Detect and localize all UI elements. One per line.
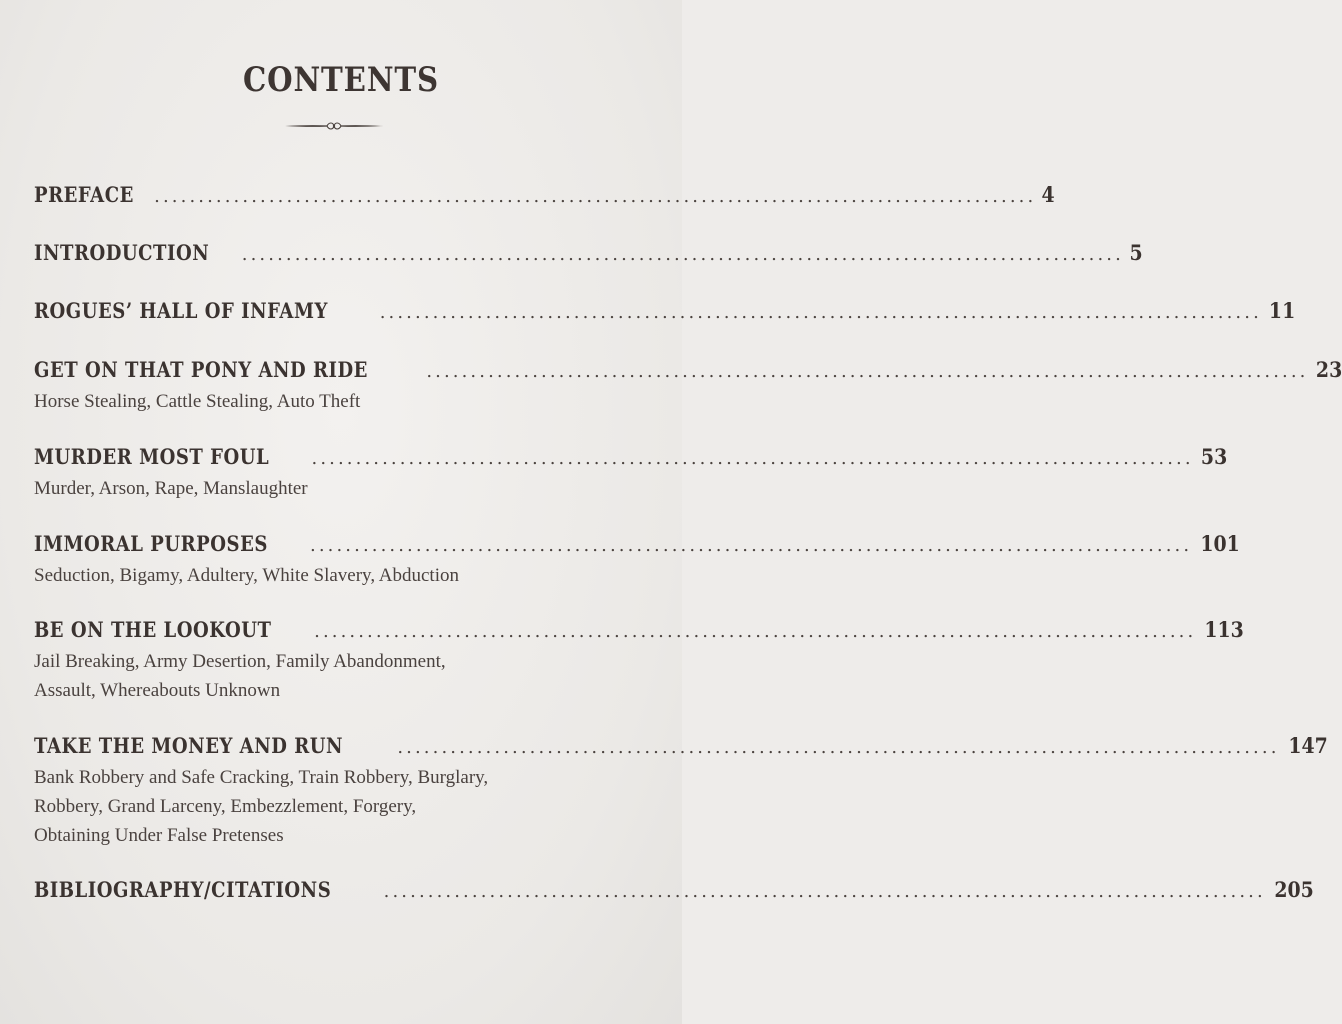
- toc-entry-title: MURDER MOST FOUL: [34, 444, 270, 469]
- toc-entry-line: [34, 298, 1296, 328]
- toc-entry-page-number: 53: [1200, 444, 1227, 469]
- subtopic-line: Obtaining Under False Pretenses: [34, 825, 284, 846]
- toc-entry-line: [34, 357, 1342, 387]
- subtopic-line: Assault, Whereabouts Unknown: [34, 680, 281, 701]
- subtopic-line: Seduction, Bigamy, Adultery, White Slavery, Abduction: [34, 565, 459, 586]
- toc-entry-page-number: 5: [1129, 240, 1143, 265]
- toc-entry[interactable]: [34, 877, 1314, 907]
- toc-entry-subtopics: [34, 647, 644, 705]
- toc-entry-subtopics: [34, 387, 644, 416]
- toc-entry-page-number: 101: [1200, 531, 1241, 556]
- toc-entry-title: GET ON THAT PONY AND RIDE: [34, 357, 368, 382]
- dot-leader: ....................................................................................................: [311, 448, 1194, 469]
- dot-leader: ....................................................................................................: [379, 302, 1262, 323]
- subtopic-line: Bank Robbery and Safe Cracking, Train Robbery, Burglary,: [34, 767, 489, 788]
- dot-leader: ....................................................................................................: [314, 621, 1197, 642]
- toc-entry-title: TAKE THE MONEY AND RUN: [34, 733, 344, 758]
- toc-entry-title: BIBLIOGRAPHY/CITATIONS: [34, 877, 332, 902]
- subtopic-line: Murder, Arson, Rape, Manslaughter: [34, 478, 308, 499]
- toc-entry-title: PREFACE: [34, 182, 134, 207]
- toc-entry[interactable]: [34, 444, 1227, 503]
- toc-entry[interactable]: [34, 733, 1328, 850]
- dot-leader: ....................................................................................................: [310, 535, 1193, 556]
- toc-entry-line: [34, 733, 1328, 763]
- toc-entry-page-number: 147: [1287, 733, 1328, 758]
- toc-entry-line: [34, 877, 1314, 907]
- subtopic-line: Horse Stealing, Cattle Stealing, Auto Theft: [34, 391, 361, 412]
- toc-entry-subtopics: [34, 474, 644, 503]
- subtopic-line: Robbery, Grand Larceny, Embezzlement, Forgery,: [34, 796, 417, 817]
- toc-entry-line: [34, 240, 1143, 270]
- toc-entry-line: [34, 444, 1227, 474]
- toc-entry-title: INTRODUCTION: [34, 240, 210, 265]
- toc-entry-title: ROGUES’ HALL OF INFAMY: [34, 298, 328, 323]
- toc-entry[interactable]: [34, 182, 1055, 212]
- flourish-divider-icon: [283, 119, 385, 133]
- dot-leader: ....................................................................................................: [426, 361, 1309, 382]
- toc-entry[interactable]: [34, 357, 1342, 416]
- toc-entry-page-number: 4: [1041, 182, 1055, 207]
- toc-entry[interactable]: [34, 617, 1245, 705]
- toc-entry-title: BE ON THE LOOKOUT: [34, 617, 272, 642]
- dot-leader: ....................................................................................................: [383, 881, 1266, 902]
- toc-entry-page-number: 205: [1274, 877, 1314, 902]
- toc-entry-line: [34, 531, 1241, 561]
- toc-entry-page-number: 11: [1268, 298, 1296, 323]
- toc-entry[interactable]: [34, 298, 1296, 328]
- toc-entry-line: [34, 182, 1055, 212]
- toc-entry[interactable]: [34, 531, 1241, 590]
- dot-leader: ....................................................................................................: [397, 737, 1280, 758]
- toc-entry-page-number: 23: [1315, 357, 1342, 382]
- toc-entry-subtopics: [34, 763, 644, 850]
- toc-entry-line: [34, 617, 1245, 647]
- dot-leader: ....................................................................................................: [154, 186, 1037, 207]
- dot-leader: ....................................................................................................: [241, 244, 1124, 265]
- subtopic-line: Jail Breaking, Army Desertion, Family Abandonment,: [34, 651, 446, 672]
- toc-entry-page-number: 113: [1204, 617, 1245, 642]
- toc-entry-subtopics: [34, 561, 644, 590]
- page-title: CONTENTS: [243, 60, 439, 100]
- toc-entry-title: IMMORAL PURPOSES: [34, 531, 268, 556]
- toc-entry[interactable]: [34, 240, 1143, 270]
